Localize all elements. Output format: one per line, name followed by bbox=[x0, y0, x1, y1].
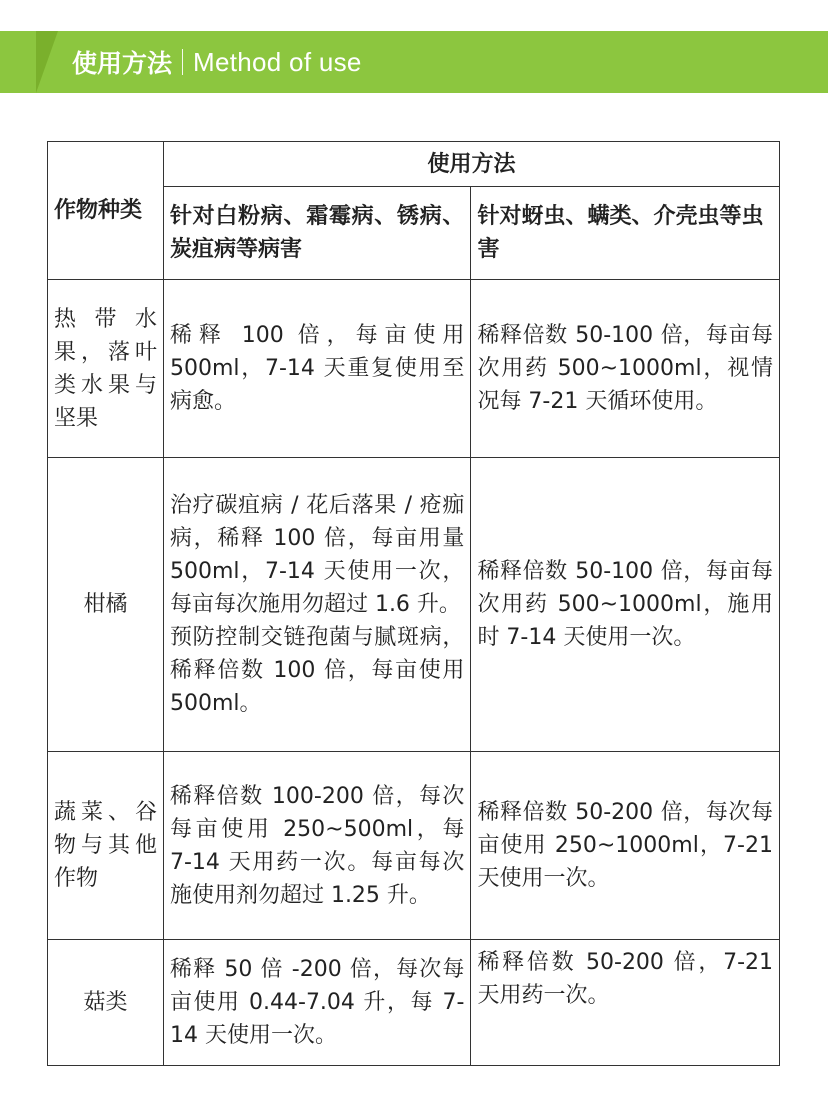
crop-cell: 菇类 bbox=[48, 940, 164, 1066]
header-pest: 针对蚜虫、螨类、介壳虫等虫害 bbox=[471, 187, 780, 280]
banner-subtitle: Method of use bbox=[193, 46, 362, 77]
crop-cell: 柑橘 bbox=[48, 458, 164, 752]
table-row bbox=[48, 280, 780, 458]
table-row bbox=[48, 940, 780, 1066]
pest-cell: 稀释倍数 50-200 倍，7-21 天用药一次。 bbox=[471, 940, 780, 1066]
pest-cell: 稀释倍数 50-100 倍，每亩每次用药 500~1000ml，施用时 7-14 天使用一次。 bbox=[471, 458, 780, 752]
disease-cell: 稀释 50 倍 -200 倍，每次每亩使用 0.44-7.04 升，每 7-14 天使用一次。 bbox=[163, 940, 470, 1066]
usage-table bbox=[47, 141, 780, 1066]
crop-cell: 蔬菜、谷物与其他作物 bbox=[48, 752, 164, 940]
banner-divider bbox=[182, 49, 183, 75]
header-disease: 针对白粉病、霜霉病、锈病、炭疽病等病害 bbox=[163, 187, 470, 280]
header-method: 使用方法 bbox=[163, 142, 779, 187]
disease-cell bbox=[163, 458, 470, 752]
header-crop-type: 作物种类 bbox=[48, 142, 164, 280]
banner-heading bbox=[72, 31, 362, 93]
crop-cell: 热带水果，落叶类水果与坚果 bbox=[48, 280, 164, 458]
banner-fold-decoration bbox=[36, 31, 58, 93]
disease-paragraph: 预防控制交链孢菌与腻斑病，稀释倍数 100 倍，每亩使用 500ml。 bbox=[169, 625, 465, 716]
disease-paragraph: 治疗碳疽病 / 花后落果 / 疮痂病，稀释 100 倍，每亩用量 500ml，7-14 天使用一次，每亩每次施用勿超过 1.6 升。 bbox=[169, 493, 465, 617]
banner-title: 使用方法 bbox=[72, 49, 173, 78]
pest-cell: 稀释倍数 50-100 倍，每亩每次用药 500~1000ml，视情况每 7-21 天循环使用。 bbox=[471, 280, 780, 458]
disease-cell: 稀释 100 倍，每亩使用 500ml，7-14 天重复使用至病愈。 bbox=[163, 280, 470, 458]
table-row bbox=[48, 458, 780, 752]
table-row bbox=[48, 752, 780, 940]
disease-cell: 稀释倍数 100-200 倍，每次每亩使用 250~500ml，每 7-14 天用药一次。每亩每次施使用剂勿超过 1.25 升。 bbox=[163, 752, 470, 940]
pest-cell: 稀释倍数 50-200 倍，每次每亩使用 250~1000ml，7-21 天使用一次。 bbox=[471, 752, 780, 940]
